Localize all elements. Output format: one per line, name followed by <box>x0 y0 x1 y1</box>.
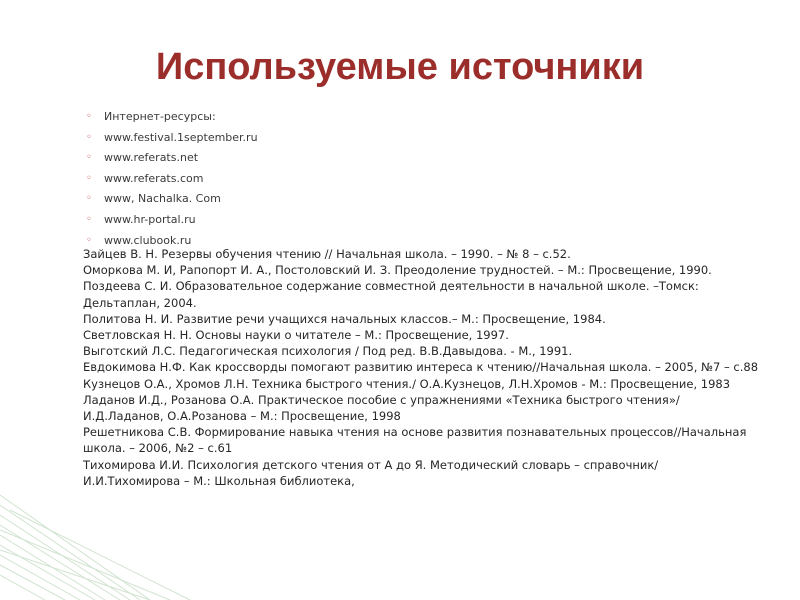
slide-title: Используемые источники <box>155 46 645 88</box>
list-item: ◦ www.festival.1september.ru <box>84 128 258 149</box>
reference-item: Тихомирова И.И. Психология детского чтения от А до Я. Методический словарь – справочник/ <box>83 457 659 472</box>
reference-item: И.И.Тихомирова – М.: Школьная библиотека, <box>83 473 355 488</box>
reference-item: Зайцев В. Н. Резервы обучения чтению // Начальная школа. – 1990. – № 8 – с.52. <box>83 247 571 261</box>
reference-item: Ладанов И.Д., Розанова О.А. Практическое пособие с упражнениями «Техника быстрого чтения»/ <box>83 392 680 407</box>
list-item: ◦ www, Nachalka. Com <box>84 189 258 210</box>
reference-item: школа. – 2006, №2 – с.61 <box>83 441 233 456</box>
web-resources-list <box>84 107 258 251</box>
decorative-corner-lines <box>0 470 200 600</box>
reference-item: Политова Н. И. Развитие речи учащихся начальных классов.– М.: Просвещение, 1984. <box>83 311 606 326</box>
reference-item: Поздеева С. И. Образовательное содержание совместной деятельности в начальной школе. –Томск: <box>83 279 699 294</box>
reference-item: Кузнецов О.А., Хромов Л.Н. Техника быстрого чтения./ О.А.Кузнецов, Л.Н.Хромов - М.: Просвещение, 1983 <box>83 376 731 391</box>
list-item: ◦ www.referats.net <box>84 148 258 169</box>
list-item: ◦ www.hr-portal.ru <box>84 210 258 231</box>
reference-item: Оморкова М. И, Рапопорт И. А., Постоловский И. З. Преодоление трудностей. – М.: Просвещение, 1990. <box>83 263 712 278</box>
list-item: ◦ www.clubook.ru <box>84 231 258 252</box>
reference-item: Выготский Л.С. Педагогическая психология / Под ред. В.В.Давыдова. - М., 1991. <box>83 344 573 359</box>
reference-item: И.Д.Ладанов, О.А.Розанова – М.: Просвещение, 1998 <box>83 409 401 424</box>
reference-item: Светловская Н. Н. Основы науки о читателе – М.: Просвещение, 1997. <box>83 328 509 343</box>
list-item: ◦ Интернет-ресурсы: <box>84 107 258 128</box>
reference-item: Евдокимова Н.Ф. Как кроссворды помогают развитию интереса к чтению//Начальная школа. – 2005, №7 – с.88 <box>83 360 759 375</box>
reference-item: Решетникова С.В. Формирование навыка чтения на основе развития познавательных процессов//Начальная <box>83 425 747 440</box>
reference-item: Дельтаплан, 2004. <box>83 295 197 310</box>
list-item: ◦ www.referats.com <box>84 169 258 190</box>
references-list <box>83 246 773 489</box>
